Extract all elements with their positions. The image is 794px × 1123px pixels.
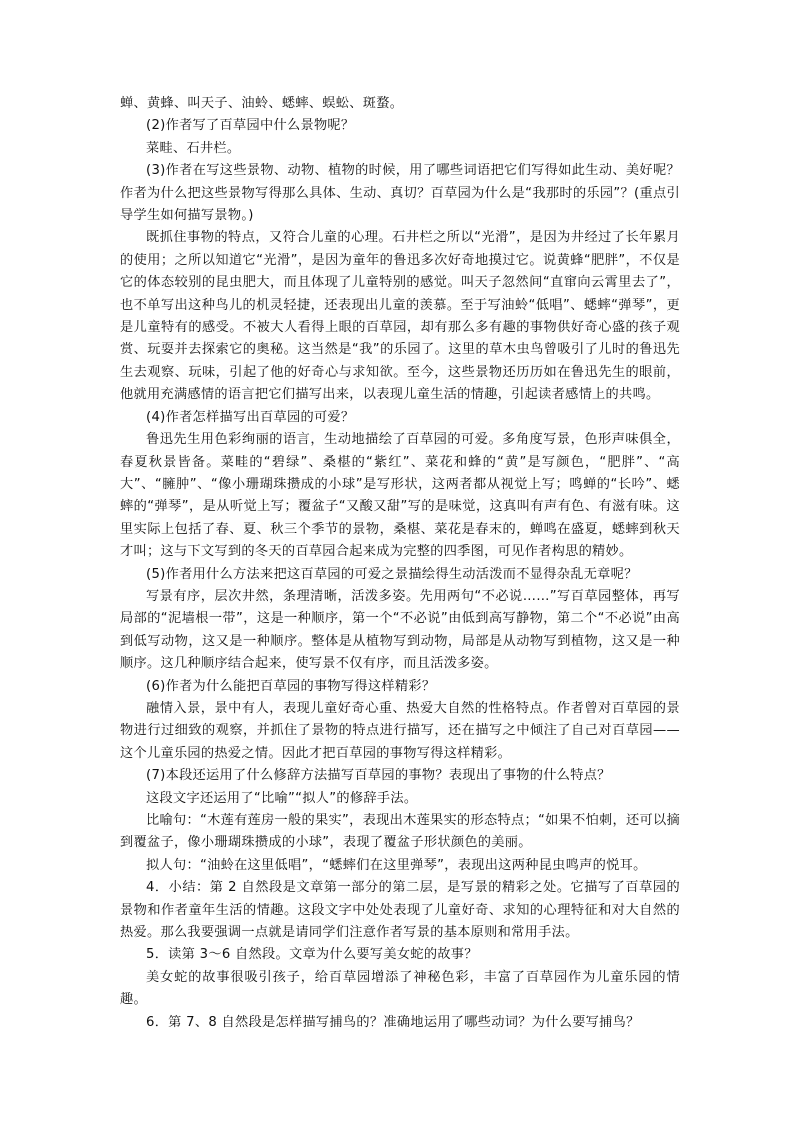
question-7: (7)本段还运用了什么修辞方法描写百草园的事物？表现出了事物的什么特点？ (146, 768, 611, 784)
answer-3: 既抓住事物的特点，又符合儿童的心理。石井栏之所以“光滑”，是因为井经过了长年累月的使用；之所以知道它“光滑”，是因为童年的鲁迅多次好奇地摸过它。说黄蜂“肥胖”，不仅是它的体态较别的昆虫肥大，而且体现了儿童特别的感觉。叫天子忽然间“直窜向云霄里去了”，也不单写出这种鸟儿的机灵轻捷，还表现出儿童的羡慕。至于写油蛉“低唱”、蟋蟀“弹琴”，更是儿童特有的感受。不被大人看得上眼的百草园，却有那么多有趣的事物供好奇心盛的孩子观赏、玩耍并去探索它的奥秘。这当然是“我”的乐园了。这里的草木虫鸟曾吸引了儿时的鲁迅先生去观察、玩味，引起了他的好奇心与求知欲。至今，这些景物还历历如在鲁迅先生的眼前，他就用充满感情的语言把它们描写出来，以表现儿童生活的情趣，引起读者感情上的共鸣。 (120, 230, 680, 403)
answer-2: 菜畦、石井栏。 (146, 140, 241, 156)
paragraph-animal-list: 蝉、黄蜂、叫天子、油蛉、蟋蟀、蜈蚣、斑蝥。 (120, 96, 404, 111)
question-5: (5)作者用什么方法来把这百草园的可爱之景描绘得生动活泼而不显得杂乱无章呢？ (146, 566, 638, 582)
question-4: (4)作者怎样描写出百草园的可爱？ (146, 409, 355, 425)
question-6: (6)作者为什么能把百草园的事物写得这样精彩？ (146, 678, 436, 694)
summary-4: 4．小结：第 2 自然段是文章第一部分的第二层，是写景的精彩之处。它描写了百草园的景物和作者童年生活的情趣。这段文字中处处表现了儿童好奇、求知的心理特征和对大自然的热爱。那么我要强调一点就是请同学们注意作者写景的基本原则和常用手法。 (120, 880, 680, 941)
answer-item-5: 美女蛇的故事很吸引孩子，给百草园增添了神秘色彩，丰富了百草园作为儿童乐园的情趣。 (120, 969, 680, 1008)
answer-4: 鲁迅先生用色彩绚丽的语言，生动地描绘了百草园的可爱。多角度写景，色形声味俱全，春夏秋景皆备。菜畦的“碧绿”、桑椹的“紫红”、菜花和蜂的“黄”是写颜色，“肥胖”、“高大”、“臃肿”、“像小珊瑚珠攒成的小球”是写形状，这两者都从视觉上写；鸣蝉的“长吟”、蟋蟀的“弹琴”，是从听觉上写；覆盆子“又酸又甜”写的是味觉，这真叫有声有色、有滋有味。这里实际上包括了春、夏、秋三个季节的景物，桑椹、菜花是春末的，蝉鸣在盛夏，蟋蟀到秋天才叫；这与下文写到的冬天的百草园合起来成为完整的四季图，可见作者构思的精妙。 (120, 432, 680, 560)
question-3: (3)作者在写这些景物、动物、植物的时候，用了哪些词语把它们写得如此生动、美好呢？作者为什么把这些景物写得那么具体、生动、真切？百草园为什么是“我那时的乐园”？(重点引导学生如何描写景物。) (120, 163, 680, 224)
document-body (120, 93, 680, 1034)
answer-7-intro: 这段文字还运用了“比喻”“拟人”的修辞手法。 (146, 790, 418, 806)
answer-5: 写景有序，层次井然，条理清晰，活泼多姿。先用两句“不必说……”写百草园整体，再写局部的“泥墙根一带”，这是一种顺序，第一个“不必说”由低到高写静物，第二个“不必说”由高到低写动物，这又是一种顺序。整体是从植物写到动物，局部是从动物写到植物，这又是一种顺序。这几种顺序结合起来，使写景不仅有序，而且活泼多姿。 (120, 588, 680, 672)
question-2: (2)作者写了百草园中什么景物呢？ (146, 118, 355, 134)
answer-6: 融情入景，景中有人，表现儿童好奇心重、热爱大自然的性格特点。作者曾对百草园的景物进行过细致的观察，并抓住了景物的特点进行描写，还在描写之中倾注了自己对百草园——这个儿童乐园的热爱之情。因此才把百草园的事物写得这样精彩。 (120, 700, 680, 761)
answer-7-metaphor: 比喻句：“木莲有莲房一般的果实”，表现出木莲果实的形态特点；“如果不怕刺，还可以摘到覆盆子，像小珊瑚珠攒成的小球”，表现了覆盆子形状颜色的美丽。 (120, 813, 680, 851)
item-5: 5．读第 3～6 自然段。文章为什么要写美女蛇的故事？ (146, 947, 478, 963)
item-6: 6．第 7、8 自然段是怎样描写捕鸟的？准确地运用了哪些动词？为什么要写捕鸟？ (146, 1014, 640, 1030)
answer-7-personification: 拟人句：“油蛉在这里低唱”，“蟋蟀们在这里弹琴”，表现出这两种昆虫鸣声的悦耳。 (146, 857, 647, 873)
